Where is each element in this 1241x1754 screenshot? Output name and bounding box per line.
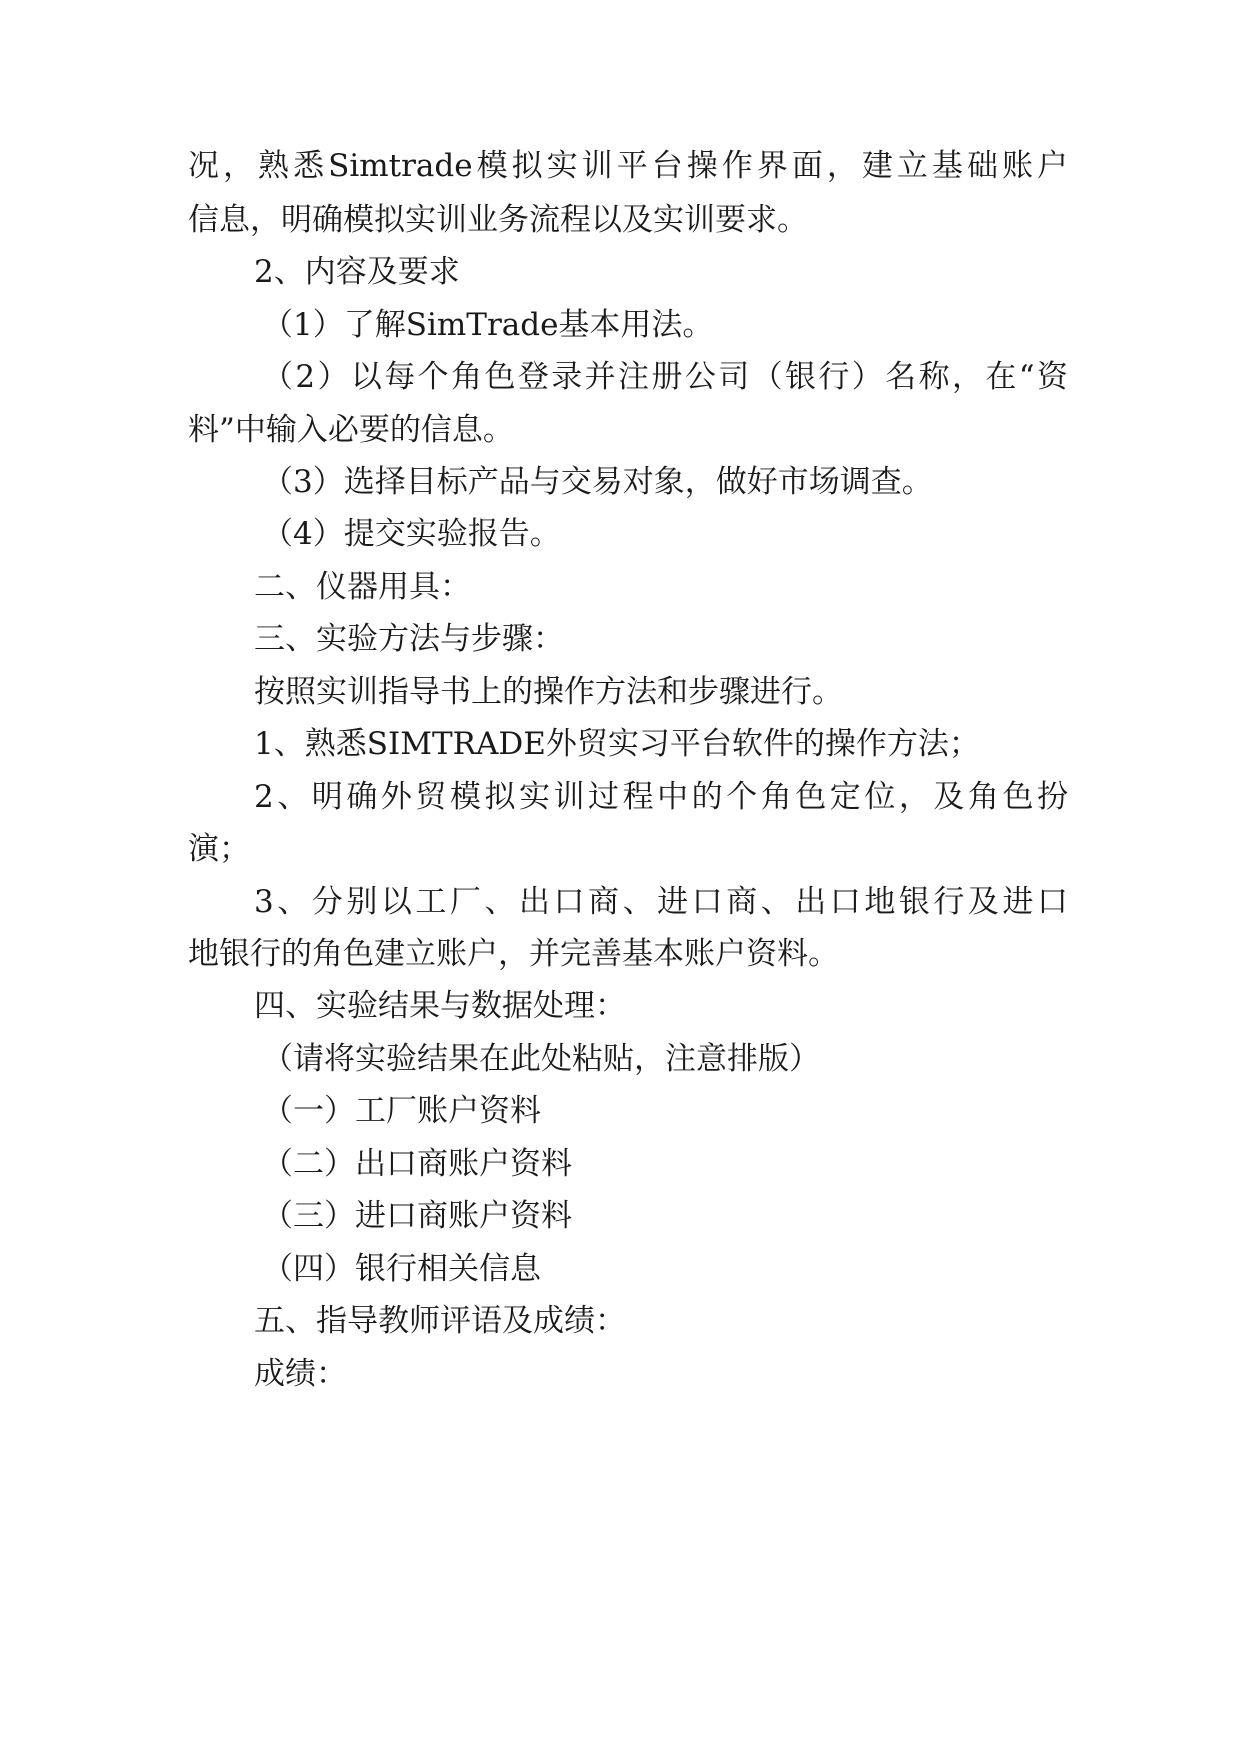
section-heading: 二、仪器用具：	[254, 569, 471, 605]
list-item: （四）银行相关信息	[262, 1251, 541, 1287]
paragraph-line: 地银行的角色建立账户，并完善基本账户资料。	[188, 936, 839, 972]
section-heading: 五、指导教师评语及成绩：	[254, 1303, 626, 1339]
list-item: （4）提交实验报告。	[262, 516, 561, 552]
grade-label: 成绩：	[254, 1356, 347, 1392]
section-heading: 四、实验结果与数据处理：	[254, 988, 626, 1024]
list-item: （一）工厂账户资料	[262, 1093, 541, 1129]
paragraph-line: 按照实训指导书上的操作方法和步骤进行。	[254, 674, 843, 710]
paragraph-line: 信息，明确模拟实训业务流程以及实训要求。	[188, 202, 808, 238]
paragraph-line: 况，熟悉Simtrade模拟实训平台操作界面，建立基础账户	[188, 148, 1068, 184]
paragraph-line: （请将实验结果在此处粘贴，注意排版）	[262, 1041, 820, 1077]
list-item: 2、明确外贸模拟实训过程中的个角色定位，及角色扮	[254, 779, 1068, 815]
list-item: 1、熟悉SIMTRADE外贸实习平台软件的操作方法；	[254, 726, 980, 762]
section-heading: 2、内容及要求	[254, 254, 460, 290]
list-item: （1）了解SimTrade基本用法。	[262, 307, 714, 343]
list-item: （三）进口商账户资料	[262, 1198, 572, 1234]
list-item: （3）选择目标产品与交易对象，做好市场调查。	[262, 464, 933, 500]
list-item: （2）以每个角色登录并注册公司（银行）名称，在“资	[262, 359, 1068, 395]
section-heading: 三、实验方法与步骤：	[254, 621, 564, 657]
list-item: 3、分别以工厂、出口商、进口商、出口地银行及进口	[254, 884, 1068, 920]
list-item: （二）出口商账户资料	[262, 1146, 572, 1182]
paragraph-line: 演；	[188, 831, 250, 867]
paragraph-line: 料”中输入必要的信息。	[188, 412, 514, 448]
